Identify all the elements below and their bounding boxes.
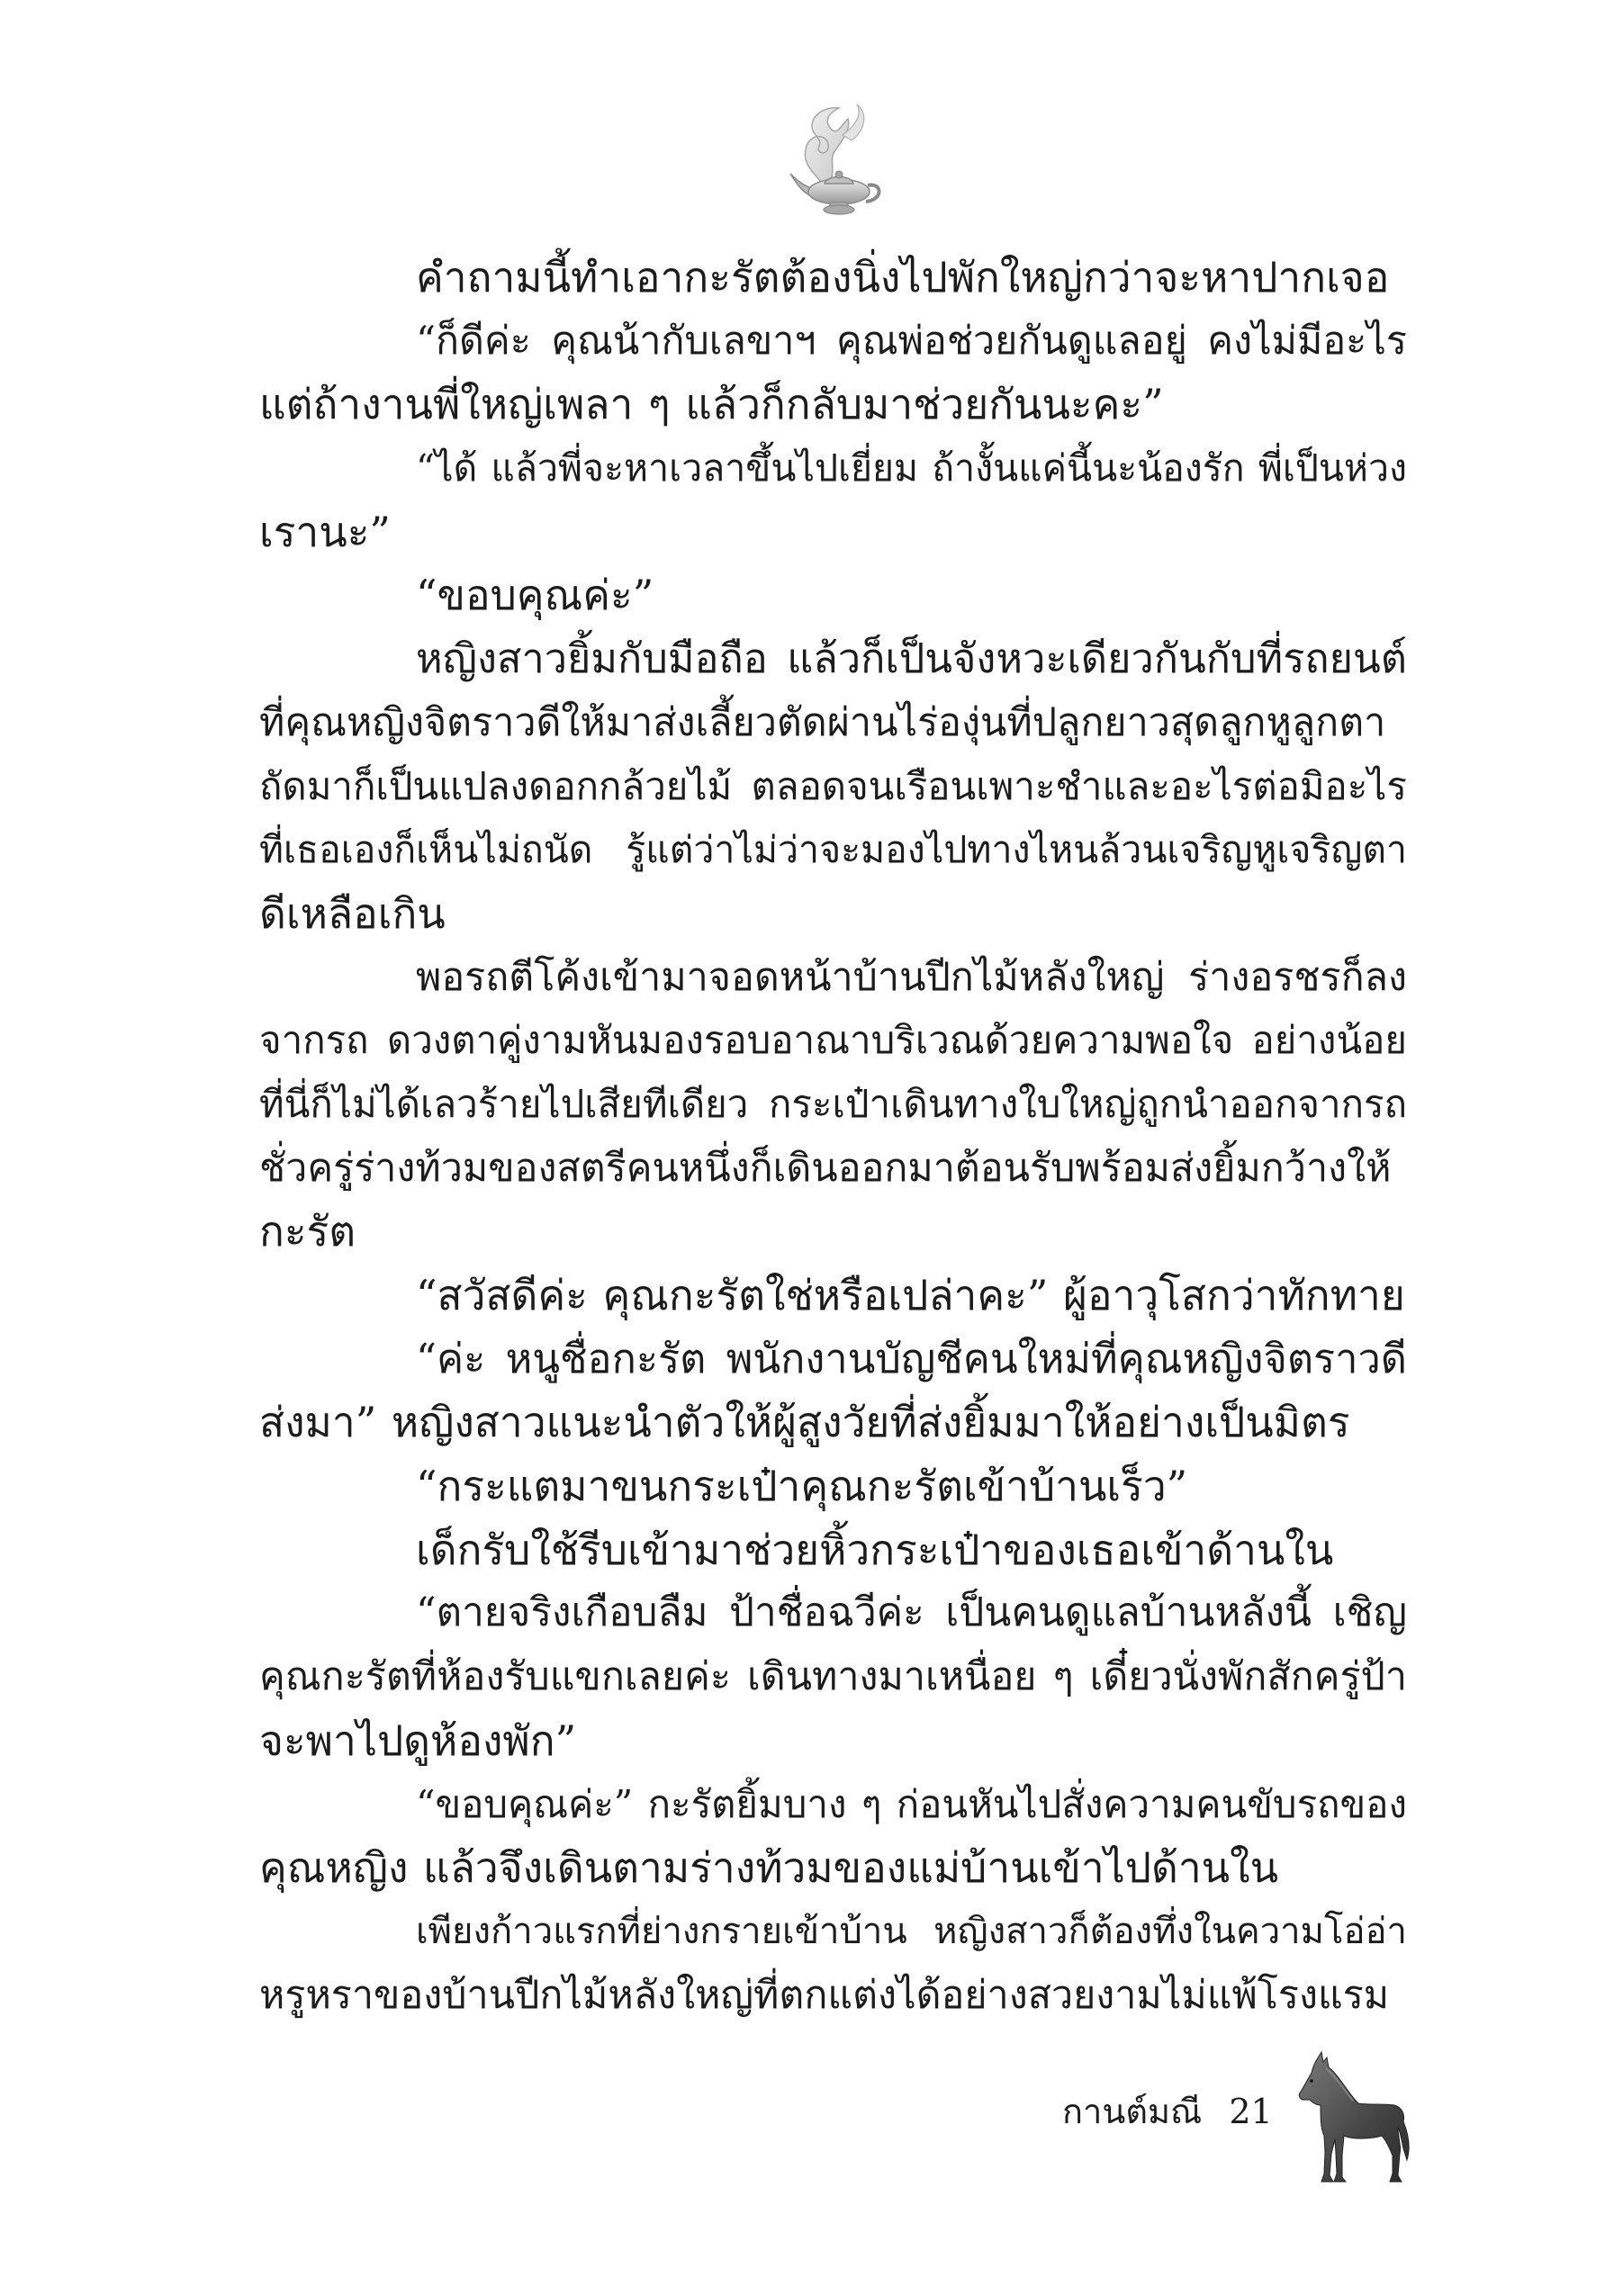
text-line: ที่นี่ก็ไม่ได้เลวร้ายไปเสียทีเดียว กระเป๋าเดินทางใบใหญ่ถูกนำออกจากรถ bbox=[259, 1081, 1407, 1126]
book-title: กานต์มณี bbox=[1062, 2092, 1203, 2131]
paragraph bbox=[259, 1264, 1407, 1328]
text-line: พอรถตีโค้งเข้ามาจอดหน้าบ้านปีกไม้หลังใหญ่ ร่างอรชรก็ลง bbox=[416, 954, 1407, 1000]
running-footer bbox=[1062, 2086, 1273, 2137]
text-line: “ขอบคุณค่ะ” bbox=[416, 571, 654, 620]
page-number: 21 bbox=[1229, 2092, 1273, 2131]
text-line: ดีเหลือเกิน bbox=[259, 888, 446, 938]
text-line: คำถามนี้ทำเอากะรัตต้องนิ่งไปพักใหญ่กว่าจะหาปากเจอ bbox=[416, 253, 1390, 302]
text-line: “ก็ดีค่ะ คุณน้ากับเลขาฯ คุณพ่อช่วยกันดูแลอยู่ คงไม่มีอะไร bbox=[416, 318, 1407, 364]
paragraph bbox=[259, 437, 1407, 563]
text-line: “กระแตมาขนกระเป๋าคุณกะรัตเข้าบ้านเร็ว” bbox=[416, 1462, 1188, 1511]
text-line: หรูหราของบ้านปีกไม้หลังใหญ่ที่ตกแต่งได้อย่างสวยงามไม่แพ้โรงแรม bbox=[259, 1972, 1390, 2018]
paragraph bbox=[259, 1900, 1407, 2027]
text-line: กะรัต bbox=[259, 1207, 356, 1256]
paragraph bbox=[259, 563, 1407, 627]
text-line: “ได้ แล้วพี่จะหาเวลาขึ้นไปเยี่ยม ถ้างั้นแค่นี้นะน้องรัก พี่เป็นห่วง bbox=[416, 446, 1407, 491]
text-line: “ตายจริงเกือบลืม ป้าชื่อฉวีค่ะ เป็นคนดูแลบ้านหลังนี้ เชิญ bbox=[416, 1589, 1407, 1636]
text-line: คุณกะรัตที่ห้องรับแขกเลยค่ะ เดินทางมาเหนื่อย ๆ เดี๋ยวนั่งพักสักครู่ป้า bbox=[259, 1654, 1407, 1700]
paragraph bbox=[259, 1328, 1407, 1454]
text-line: “ขอบคุณค่ะ” กะรัตยิ้มบาง ๆ ก่อนหันไปสั่งความคนขับรถของ bbox=[416, 1781, 1407, 1826]
text-line: จากรถ ดวงตาคู่งามหันมองรอบอาณาบริเวณด้วยความพอใจ อย่างน้อย bbox=[259, 1018, 1407, 1063]
paragraph bbox=[259, 1581, 1407, 1772]
text-line: เด็กรับใช้รีบเข้ามาช่วยหิ้วกระเป๋าของเธอเข้าด้านใน bbox=[416, 1525, 1334, 1574]
text-line: ถัดมาก็เป็นแปลงดอกกล้วยไม้ ตลอดจนเรือนเพาะชำและอะไรต่อมิอะไร bbox=[259, 763, 1407, 808]
text-line: “ค่ะ หนูชื่อกะรัต พนักงานบัญชีคนใหม่ที่คุณหญิงจิตราวดี bbox=[416, 1334, 1407, 1382]
text-line: จะพาไปดูห้องพัก” bbox=[259, 1715, 577, 1765]
text-line: ส่งมา” หญิงสาวแนะนำตัวให้ผู้สูงวัยที่ส่งยิ้มมาให้อย่างเป็นมิตร bbox=[259, 1398, 1350, 1447]
paragraph bbox=[259, 627, 1407, 945]
text-line: เพียงก้าวแรกที่ย่างกรายเข้าบ้าน หญิงสาวก็ต้องทึ่งในความโอ่อ่า bbox=[416, 1910, 1407, 1952]
paragraph bbox=[259, 946, 1407, 1264]
paragraph bbox=[259, 246, 1407, 310]
text-line: หญิงสาวยิ้มกับมือถือ แล้วก็เป็นจังหวะเดียวกันกับที่รถยนต์ bbox=[416, 635, 1407, 683]
text-line: คุณหญิง แล้วจึงเดินตามร่างท้วมของแม่บ้านเข้าไปด้านใน bbox=[259, 1843, 1279, 1893]
text-line: ชั่วครู่ร่างท้วมของสตรีคนหนึ่งก็เดินออกมาต้อนรับพร้อมส่งยิ้มกว้างให้ bbox=[259, 1145, 1392, 1191]
text-line: เรานะ” bbox=[259, 507, 391, 556]
paragraph bbox=[259, 1518, 1407, 1582]
text-line: ที่คุณหญิงจิตราวดีให้มาส่งเลี้ยวตัดผ่านไร่องุ่นที่ปลูกยาวสุดลูกหูลูกตา bbox=[259, 699, 1386, 745]
genie-lamp-icon bbox=[785, 97, 886, 218]
horse-icon bbox=[1292, 2048, 1412, 2185]
text-line: “สวัสดีค่ะ คุณกะรัตใช่หรือเปล่าคะ” ผู้อาวุโสกว่าทักทาย bbox=[416, 1271, 1405, 1319]
paragraph bbox=[259, 1773, 1407, 1900]
text-body bbox=[259, 246, 1407, 2027]
text-line: ที่เธอเองก็เห็นไม่ถนัด รู้แต่ว่าไม่ว่าจะมองไปทางไหนล้วนเจริญหูเจริญตา bbox=[259, 828, 1407, 872]
paragraph bbox=[259, 310, 1407, 437]
paragraph bbox=[259, 1454, 1407, 1518]
text-line: แต่ถ้างานพี่ใหญ่เพลา ๆ แล้วก็กลับมาช่วยกันนะคะ” bbox=[259, 380, 1164, 429]
